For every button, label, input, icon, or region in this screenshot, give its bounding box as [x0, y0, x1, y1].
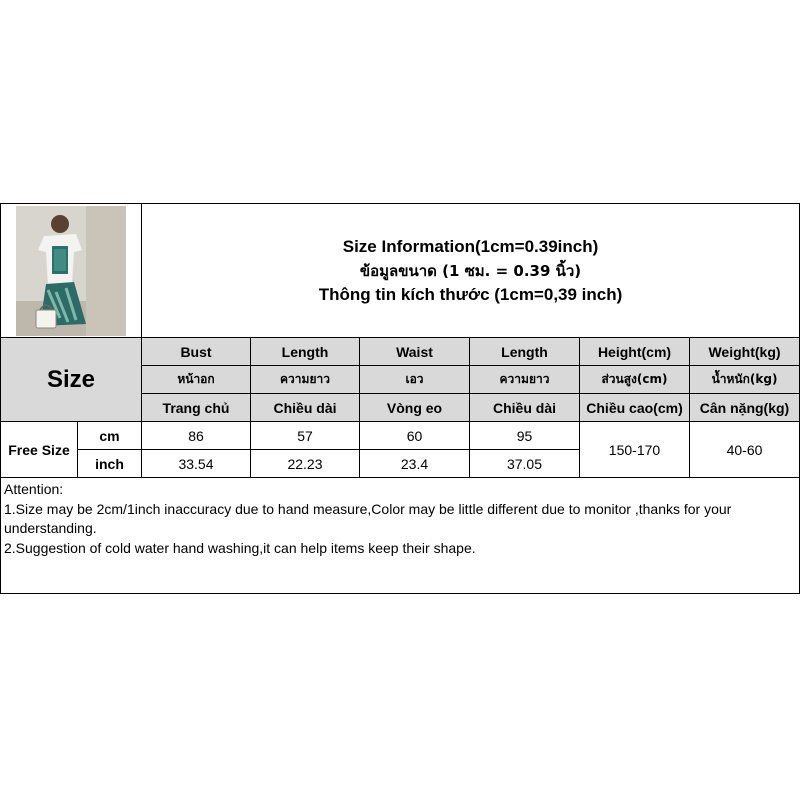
height-range-value: 150-170 [580, 422, 690, 478]
size-info-title [142, 204, 800, 338]
attention-notes [1, 478, 800, 594]
bust-cm-value: 86 [142, 422, 251, 450]
unit-inch-label: inch [78, 450, 142, 478]
bust-inch-value: 33.54 [142, 450, 251, 478]
col-length-en: Length [251, 338, 360, 366]
unit-cm-label: cm [78, 422, 142, 450]
product-photo [1, 204, 142, 338]
col-bust-en: Bust [142, 338, 251, 366]
col-length2-vi: Chiều dài [470, 394, 580, 422]
attention-note-1: 1.Size may be 2cm/1inch inaccuracy due to hand measure,Color may be little different due to monitor ,thanks for your understanding. [4, 500, 732, 536]
attention-note-2: 2.Suggestion of cold water hand washing,it can help items keep their shape. [4, 539, 476, 556]
size-header: Size [1, 338, 142, 422]
title-vietnamese: Thông tin kích thước (1cm=0,39 inch) [318, 284, 623, 304]
size-chart [0, 203, 800, 597]
length2-cm-value: 95 [470, 422, 580, 450]
col-waist-vi: Vòng eo [360, 394, 470, 422]
col-waist-th: เอว [360, 366, 470, 394]
col-height-en: Height(cm) [580, 338, 690, 366]
col-length2-en: Length [470, 338, 580, 366]
free-size-label: Free Size [1, 422, 78, 478]
size-table [0, 203, 800, 594]
title-english: Size Information(1cm=0.39inch) [342, 236, 599, 256]
col-weight-en: Weight(kg) [690, 338, 800, 366]
col-height-vi: Chiều cao(cm) [580, 394, 690, 422]
length-inch-value: 22.23 [251, 450, 360, 478]
col-bust-th: หน้าอก [142, 366, 251, 394]
col-length2-th: ความยาว [470, 366, 580, 394]
col-length-th: ความยาว [251, 366, 360, 394]
waist-inch-value: 23.4 [360, 450, 470, 478]
col-bust-vi: Trang chủ [142, 394, 251, 422]
weight-range-value: 40-60 [690, 422, 800, 478]
col-waist-en: Waist [360, 338, 470, 366]
length-cm-value: 57 [251, 422, 360, 450]
col-weight-vi: Cân nặng(kg) [690, 394, 800, 422]
col-length-vi: Chiều dài [251, 394, 360, 422]
title-thai: ข้อมูลขนาด (1 ซม. = 0.39 นิ้ว) [359, 261, 582, 280]
waist-cm-value: 60 [360, 422, 470, 450]
col-weight-th: น้ำหนัก(kg) [690, 366, 800, 394]
attention-heading: Attention: [4, 481, 64, 497]
col-height-th: ส่วนสูง(cm) [580, 366, 690, 394]
length2-inch-value: 37.05 [470, 450, 580, 478]
